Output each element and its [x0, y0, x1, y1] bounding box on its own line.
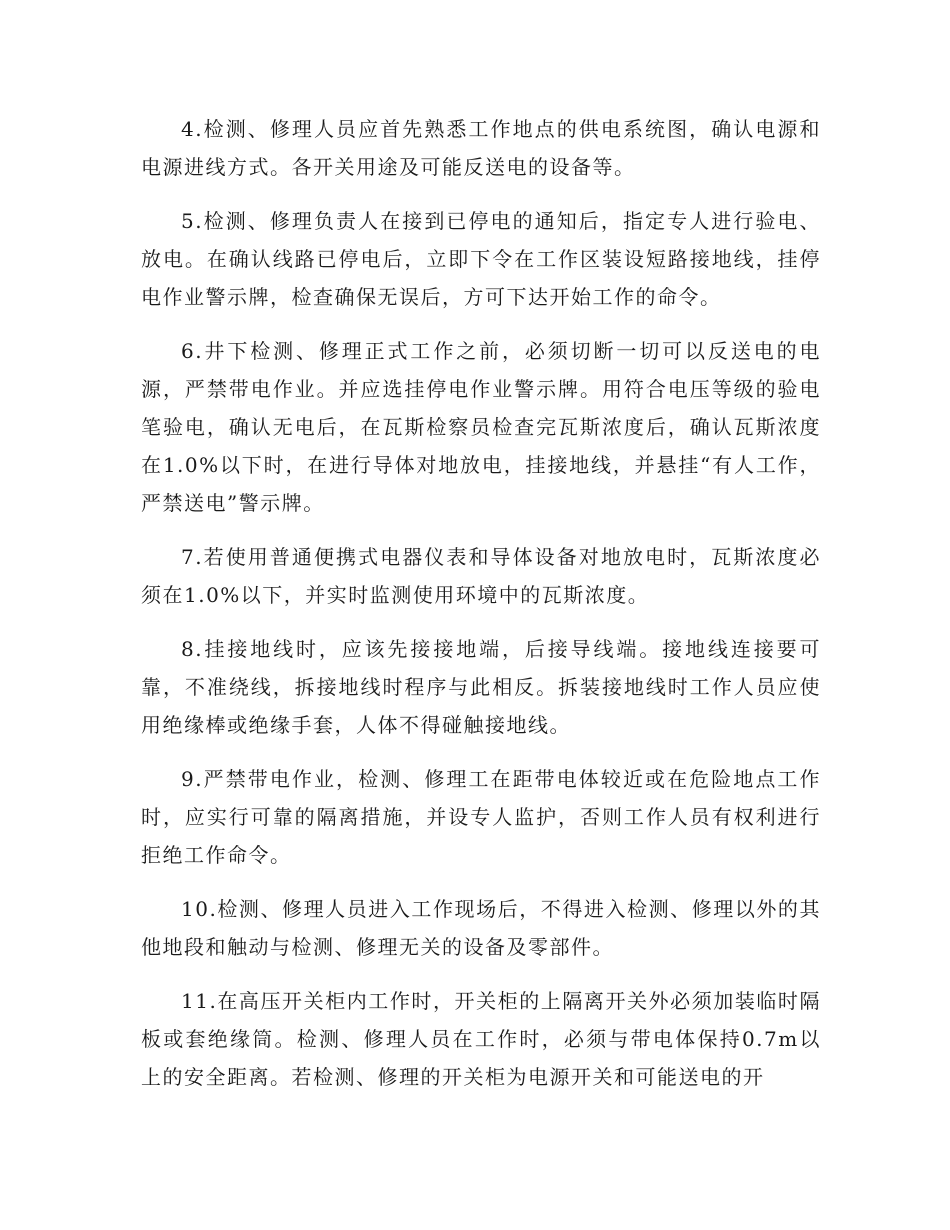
paragraph-item-10: 10.检测、修理人员进入工作现场后，不得进入检测、修理以外的其他地段和触动与检测、修理无关的设备及零部件。: [141, 897, 821, 959]
paragraph-item-6: 6.井下检测、修理正式工作之前，必须切断一切可以反送电的电源，严禁带电作业。并应选挂停电作业警示牌。用符合电压等级的验电笔验电，确认无电后，在瓦斯检察员检查完瓦斯浓度后，确认瓦斯浓度在1.0%以下时，在进行导体对地放电，挂接地线，并悬挂“有人工作，严禁送电”警示牌。: [141, 339, 821, 515]
paragraph-item-7: 7.若使用普通便携式电器仪表和导体设备对地放电时，瓦斯浓度必须在1.0%以下，并实时监测使用环境中的瓦斯浓度。: [141, 545, 821, 607]
paragraph-item-8: 8.挂接地线时，应该先接接地端，后接导线端。接地线连接要可靠，不准绕线，拆接地线时程序与此相反。拆装接地线时工作人员应使用绝缘棒或绝缘手套，人体不得碰触接地线。: [141, 637, 821, 737]
paragraph-item-9: 9.严禁带电作业，检测、修理工在距带电体较近或在危险地点工作时，应实行可靠的隔离措施，并设专人监护，否则工作人员有权利进行拒绝工作命令。: [141, 767, 821, 867]
paragraph-item-5: 5.检测、修理负责人在接到已停电的通知后，指定专人进行验电、放电。在确认线路已停电后，立即下令在工作区装设短路接地线，挂停电作业警示牌，检查确保无误后，方可下达开始工作的命令。: [141, 209, 821, 309]
paragraph-item-11: 11.在高压开关柜内工作时，开关柜的上隔离开关外必须加装临时隔板或套绝缘筒。检测、修理人员在工作时，必须与带电体保持0.7m以上的安全距离。若检测、修理的开关柜为电源开关和可能送电的开: [141, 989, 821, 1089]
document-body: [141, 110, 821, 1096]
paragraph-item-4: 4.检测、修理人员应首先熟悉工作地点的供电系统图，确认电源和电源进线方式。各开关用途及可能反送电的设备等。: [141, 117, 821, 179]
